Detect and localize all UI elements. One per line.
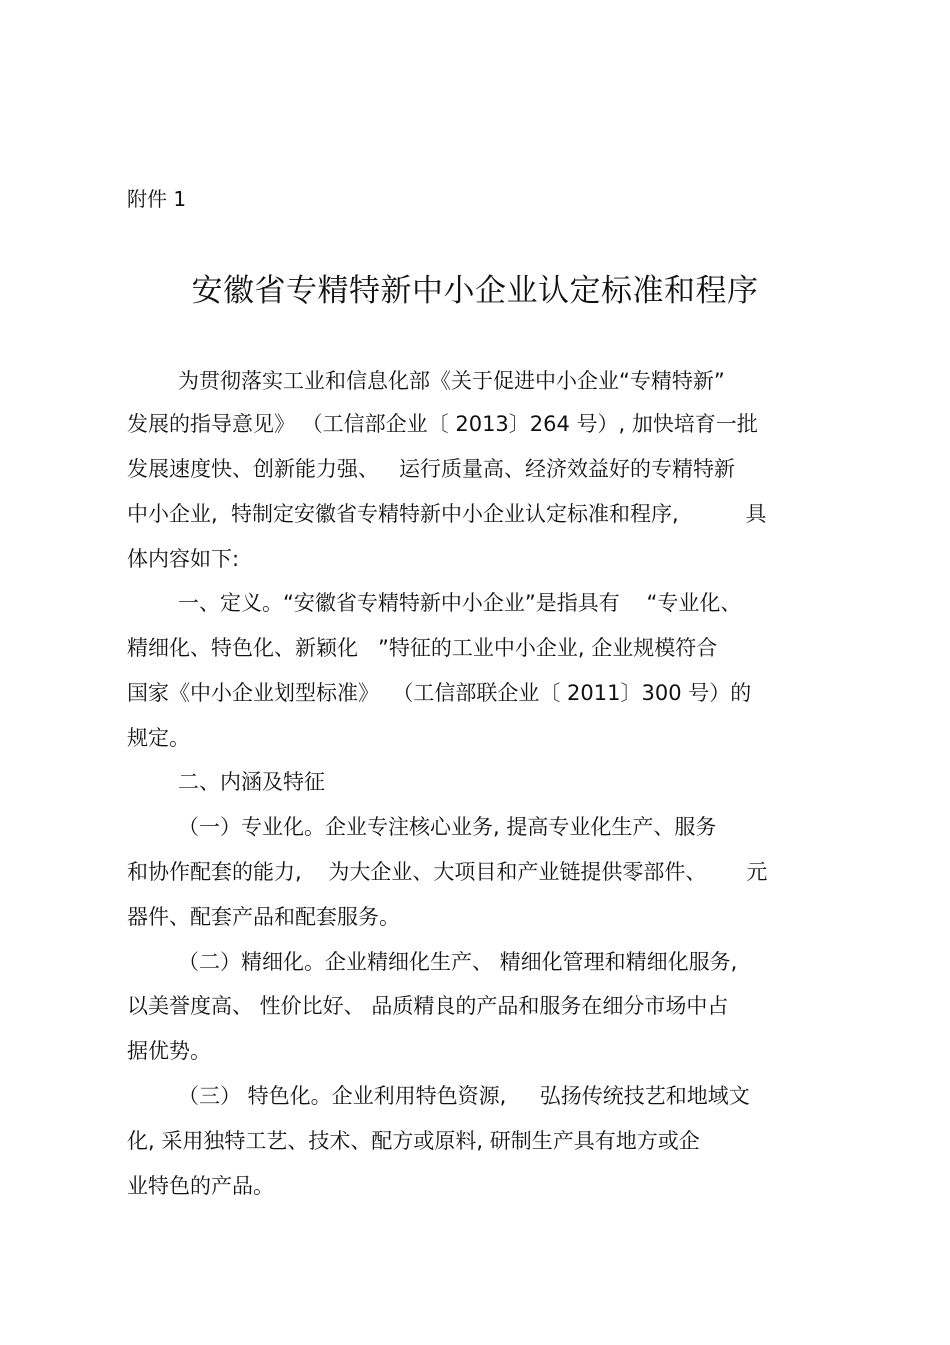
paragraph-line: 业特色的产品。	[127, 1174, 274, 1198]
paragraph-line: 精细化、特色化、新颖化 ”特征的工业中小企业, 企业规模符合	[127, 636, 718, 660]
paragraph-line: （三） 特色化。企业利用特色资源, 弘扬传统技艺和地域文	[178, 1084, 750, 1108]
paragraph-line: 以美誉度高、 性价比好、 品质精良的产品和服务在细分市场中占	[127, 994, 729, 1018]
paragraph-line: 为贯彻落实工业和信息化部《关于促进中小企业“专精特新”	[178, 369, 725, 393]
paragraph-line: 中小企业, 特制定安徽省专精特新中小企业认定标准和程序, 具	[127, 502, 767, 526]
paragraph-line: 发展的指导意见》 （工信部企业〔 2013〕264 号）, 加快培育一批	[127, 412, 758, 436]
section-heading: 二、内涵及特征	[178, 770, 325, 794]
paragraph-line: 一、定义。“安徽省专精特新中小企业”是指具有 “专业化、	[178, 591, 742, 615]
paragraph-line: 化, 采用独特工艺、技术、配方或原料, 研制生产具有地方或企	[127, 1129, 700, 1153]
paragraph-line: 规定。	[127, 726, 190, 750]
paragraph-line: 和协作配套的能力, 为大企业、大项目和产业链提供零部件、 元	[127, 860, 768, 884]
document-title: 安徽省专精特新中小企业认定标准和程序	[191, 273, 759, 309]
paragraph-line: 体内容如下:	[127, 547, 240, 571]
paragraph-line: 国家《中小企业划型标准》 （工信部联企业〔 2011〕300 号）的	[127, 681, 752, 705]
attachment-label: 附件 1	[127, 187, 187, 211]
paragraph-line: 器件、配套产品和配套服务。	[127, 905, 400, 929]
paragraph-line: 发展速度快、创新能力强、 运行质量高、经济效益好的专精特新	[127, 457, 736, 481]
paragraph-line: 据优势。	[127, 1039, 211, 1063]
paragraph-line: （二）精细化。企业精细化生产、 精细化管理和精细化服务,	[178, 950, 738, 974]
paragraph-line: （一）专业化。企业专注核心业务, 提高专业化生产、服务	[178, 815, 717, 839]
